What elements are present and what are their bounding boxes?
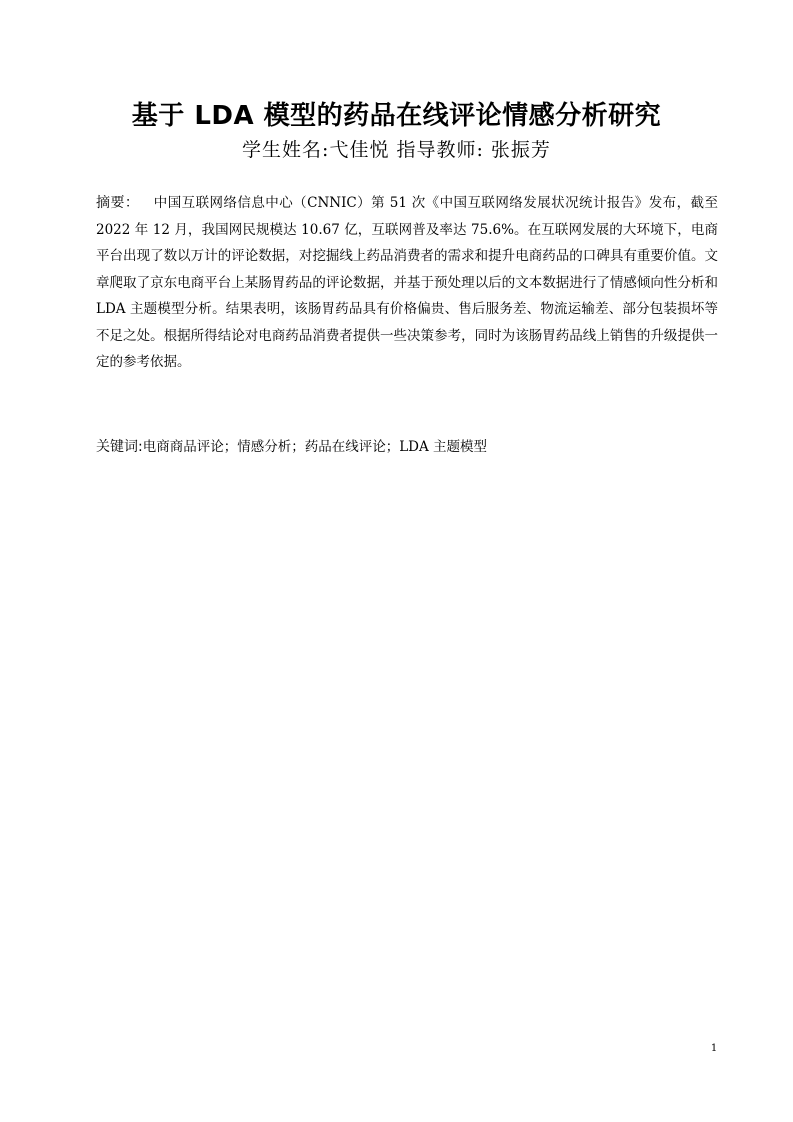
keywords-line xyxy=(96,434,718,461)
keywords-text: 电商商品评论；情感分析；药品在线评论；LDA 主题模型 xyxy=(142,439,488,455)
paper-title: 基于 LDA 模型的药品在线评论情感分析研究 xyxy=(131,101,662,131)
abstract-label: 摘要： xyxy=(96,195,140,211)
abstract-text: 中国互联网络信息中心（CNNIC）第 51 次《中国互联网络发展状况统计报告》发布，截至 2022 年 12 月，我国网民规模达 10.67 亿，互联网普及率达 75.6%。在互联网发展的大环境下，电商平台出现了数以万计的评论数据，对挖掘线上药品消费者的需求和提升电商药品的口碑具有重要价值。文章爬取了京东电商平台上某肠胃药品的评论数据，并基于预处理以后的文本数据进行了情感倾向性分析和 LDA 主题模型分析。结果表明，该肠胃药品具有价格偏贵、售后服务差、物流运输差、部分包装损坏等不足之处。根据所得结论对电商药品消费者提供一些决策参考，同时为该肠胃药品线上销售的升级提供一定的参考依据。 xyxy=(96,195,718,370)
abstract-paragraph xyxy=(96,190,718,376)
author-advisor-line: 学生姓名:弋佳悦 指导教师: 张振芳 xyxy=(242,139,551,161)
keywords-label: 关键词: xyxy=(96,439,143,455)
page-number: 1 xyxy=(710,1043,718,1054)
